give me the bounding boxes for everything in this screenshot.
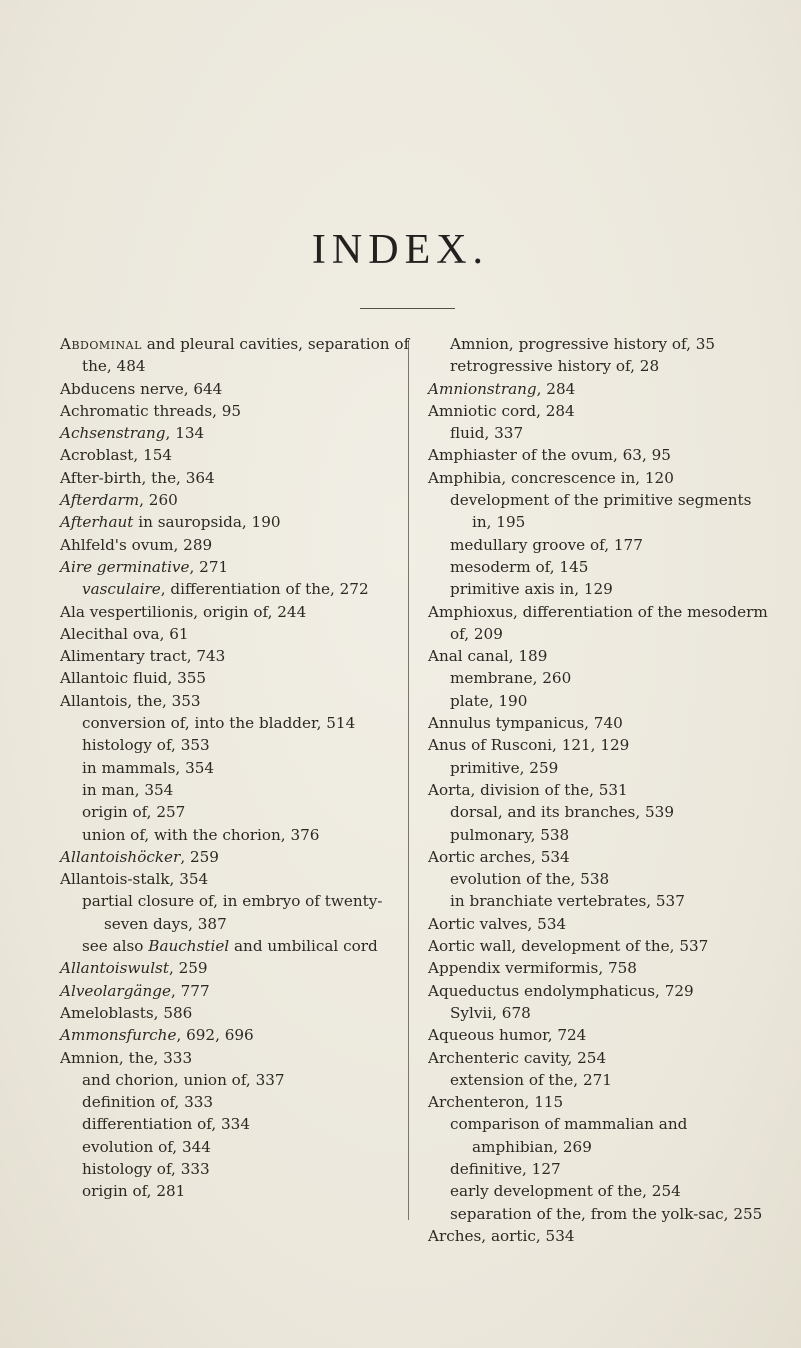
index-entry [60,623,410,645]
index-subentry [428,1203,773,1225]
entry-text: Ahlfeld's ovum, 289 [60,535,213,554]
entry-term-italic: vasculaire [82,580,161,599]
entry-text: dorsal, and its branches, 539 [450,803,674,822]
entry-text: Aortic valves, 534 [428,914,567,933]
index-entry [428,913,773,935]
entry-term-italic: Aire germinative [60,557,190,576]
index-entry [60,1002,410,1024]
index-entry [428,1225,773,1247]
index-subentry [428,422,773,444]
index-subentry [60,1113,410,1135]
index-entry [60,444,410,466]
entry-text: Amphioxus, differentiation of the mesoderm of, 209 [428,602,768,643]
index-entry [60,489,410,511]
index-subentry [428,1002,773,1024]
entry-text: histology of, 333 [82,1159,210,1178]
index-subentry [428,489,773,534]
entry-text: and pleural cavities, separation of the, 484 [82,335,410,376]
entry-text: development of the primitive segments in, 195 [450,491,752,532]
entry-term-italic: Bauchstiel [148,937,230,956]
index-subentry [428,1113,773,1158]
index-subentry [60,801,410,823]
index-entry [428,467,773,489]
entry-text: conversion of, into the bladder, 514 [82,714,356,733]
entry-term-italic: Allantoishöcker [60,847,181,866]
entry-text: origin of, 257 [82,803,186,822]
index-subentry [428,801,773,823]
entry-text: Arches, aortic, 534 [428,1226,575,1245]
index-subentry [60,1180,410,1202]
index-entry [60,378,410,400]
entry-text: partial closure of, in embryo of twenty-seven days, 387 [82,892,383,933]
index-subentry [428,1069,773,1091]
entry-text: see also [82,937,149,956]
index-column-left [60,333,410,1203]
entry-text: mesoderm of, 145 [450,557,589,576]
entry-term-italic: Afterdarm [60,491,140,510]
index-subentry [60,1158,410,1180]
entry-text: Amnion, the, 333 [60,1048,193,1067]
index-entry [428,378,773,400]
index-entry [60,601,410,623]
index-subentry [428,890,773,912]
entry-term-italic: Achsenstrang [60,424,166,443]
entry-text: , 259 [168,959,208,978]
entry-text: Allantois, the, 353 [60,691,201,710]
entry-text: Anal canal, 189 [428,647,548,666]
entry-text: Anus of Rusconi, 121, 129 [428,736,630,755]
index-subentry [60,1136,410,1158]
index-entry [60,511,410,533]
entry-text: Amniotic cord, 284 [428,401,575,420]
entry-term-italic: Amnionstrang [428,379,537,398]
entry-text: definitive, 127 [450,1159,561,1178]
entry-text: retrogressive history of, 28 [450,357,660,376]
index-subentry [428,534,773,556]
entry-text: , 260 [139,491,178,510]
entry-text: and umbilical cord [229,937,378,956]
index-entry [60,868,410,890]
entry-text: Aortic wall, development of the, 537 [428,937,709,956]
index-entry [428,645,773,667]
entry-text: early development of the, 254 [450,1182,681,1201]
page-title: INDEX. [311,227,490,273]
index-subentry [60,935,410,957]
entry-text: medullary groove of, 177 [450,535,643,554]
entry-text: Ala vespertilionis, origin of, 244 [60,602,307,621]
index-entry [60,400,410,422]
index-entry [60,846,410,868]
index-subentry [60,1091,410,1113]
entry-text: separation of the, from the yolk-sac, 255 [450,1204,763,1223]
entry-text: Aorta, division of the, 531 [428,780,628,799]
index-subentry [60,1069,410,1091]
index-entry [60,534,410,556]
entry-text: Archenteron, 115 [428,1093,564,1112]
index-entry [60,957,410,979]
index-entry [60,1024,410,1046]
entry-text: definition of, 333 [82,1093,214,1112]
index-subentry [428,868,773,890]
index-entry [60,556,410,578]
index-subentry [60,779,410,801]
entry-text: Achromatic threads, 95 [60,401,242,420]
entry-text: and chorion, union of, 337 [82,1070,285,1089]
entry-text: Aqueductus endolymphaticus, 729 [428,981,694,1000]
index-entry [428,1091,773,1113]
entry-lead-word: Abdominal [60,335,142,353]
entry-term-italic: Ammonsfurche [60,1026,177,1045]
entry-text: Annulus tympanicus, 740 [428,714,623,733]
entry-text: Allantoic fluid, 355 [60,669,207,688]
entry-text: union of, with the chorion, 376 [82,825,320,844]
index-subentry [60,890,410,935]
entry-text: , differentiation of the, 272 [160,580,369,599]
index-entry [60,645,410,667]
index-subentry [60,734,410,756]
index-entry [428,846,773,868]
entry-text: Allantois-stalk, 354 [60,870,209,889]
entry-text: plate, 190 [450,691,528,710]
index-subentry [428,1158,773,1180]
entry-text: membrane, 260 [450,669,572,688]
index-entry [60,467,410,489]
entry-text: Acroblast, 154 [60,446,173,465]
index-entry [428,1024,773,1046]
entry-text: Sylvii, 678 [450,1003,531,1022]
index-subentry [428,355,773,377]
entry-text: Alecithal ova, 61 [60,624,189,643]
index-entry [428,444,773,466]
entry-text: comparison of mammalian and amphibian, 269 [450,1115,688,1156]
index-entry [60,422,410,444]
index-subentry [428,667,773,689]
index-entry [60,980,410,1002]
index-subentry [428,1180,773,1202]
entry-text: Archenteric cavity, 254 [428,1048,607,1067]
index-subentry [60,824,410,846]
entry-text: histology of, 353 [82,736,210,755]
entry-text: extension of the, 271 [450,1070,612,1089]
entry-text: evolution of, 344 [82,1137,211,1156]
entry-text: origin of, 281 [82,1182,186,1201]
index-subentry [60,712,410,734]
index-entry [60,333,410,378]
entry-text: fluid, 337 [450,424,524,443]
index-entry [428,779,773,801]
index-entry [428,601,773,646]
entry-text: , 777 [170,981,210,1000]
entry-text: pulmonary, 538 [450,825,570,844]
entry-text: Amnion, progressive history of, 35 [450,335,716,353]
index-subentry [428,556,773,578]
index-subentry [60,757,410,779]
index-entry [428,400,773,422]
index-entry [428,935,773,957]
index-entry [428,734,773,756]
entry-text: Alimentary tract, 743 [60,647,226,666]
entry-text: Amphiaster of the ovum, 63, 95 [428,446,671,465]
entry-text: , 259 [180,847,219,866]
entry-term-italic: Alveolargänge [60,981,171,1000]
entry-text: Aqueous humor, 724 [428,1026,587,1045]
entry-text: , 692, 696 [176,1026,254,1045]
index-subentry [428,824,773,846]
entry-term-italic: Allantoiswulst [60,959,169,978]
entry-text: in branchiate vertebrates, 537 [450,892,685,911]
index-subentry [428,757,773,779]
index-subentry [60,578,410,600]
index-entry [428,1047,773,1069]
index-subentry [428,578,773,600]
index-column-right [428,333,773,1247]
entry-text: in mammals, 354 [82,758,215,777]
index-entry [428,980,773,1002]
entry-text: After-birth, the, 364 [60,468,215,487]
entry-text: Aortic arches, 534 [428,847,570,866]
entry-text: evolution of the, 538 [450,870,610,889]
index-entry [60,1047,410,1069]
entry-text: Appendix vermiformis, 758 [428,959,637,978]
entry-text: Ameloblasts, 586 [60,1003,193,1022]
entry-text: Amphibia, concrescence in, 120 [428,468,674,487]
index-subentry [428,690,773,712]
index-subentry [428,333,773,355]
entry-text: Abducens nerve, 644 [60,379,223,398]
entry-text: in sauropsida, 190 [133,513,281,532]
entry-text: , 271 [189,557,229,576]
entry-text: , 284 [536,379,576,398]
entry-text: , 134 [165,424,205,443]
entry-text: differentiation of, 334 [82,1115,250,1134]
entry-term-italic: Afterhaut [60,513,134,532]
entry-text: primitive, 259 [450,758,559,777]
entry-text: primitive axis in, 129 [450,580,613,599]
entry-text: in man, 354 [82,780,174,799]
index-entry [428,957,773,979]
index-entry [60,667,410,689]
index-entry [60,690,410,712]
title-rule [360,308,455,309]
index-entry [428,712,773,734]
